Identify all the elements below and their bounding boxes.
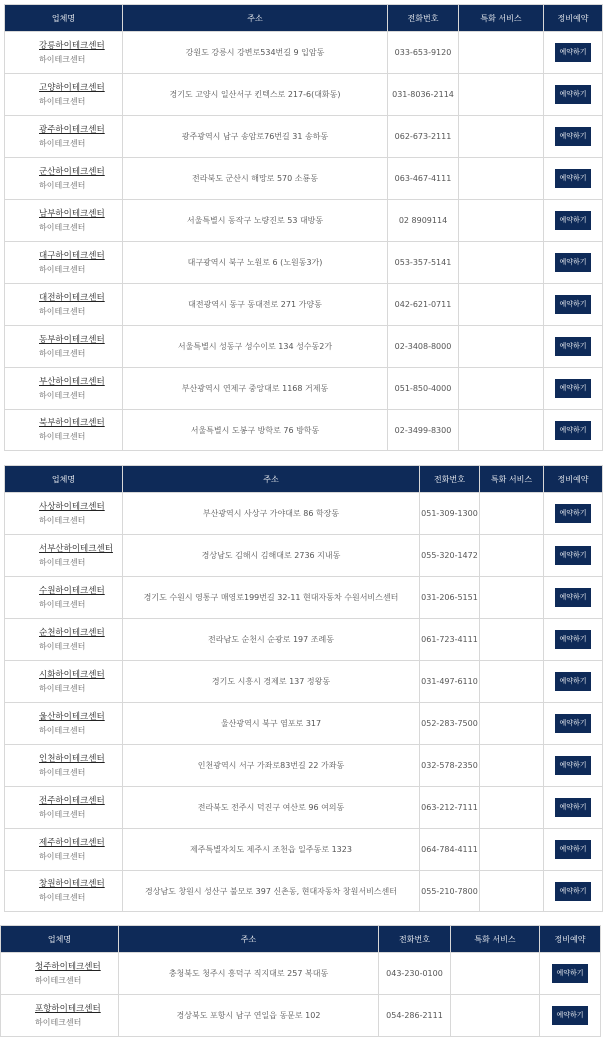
address-cell: 전라남도 순천시 순광로 197 조례동 xyxy=(123,619,420,661)
service-center-table-3 xyxy=(0,925,601,1037)
name-cell xyxy=(5,410,123,451)
reserve-button[interactable]: 예약하기 xyxy=(555,882,591,901)
center-name-link[interactable]: 대구하이테크센터 xyxy=(39,250,105,261)
name-cell xyxy=(5,32,123,74)
name-cell xyxy=(5,326,123,368)
header-reserve: 정비예약 xyxy=(544,466,603,493)
center-type: 하이테크센터 xyxy=(39,893,86,902)
address-cell: 울산광역시 북구 염포로 317 xyxy=(123,703,420,745)
phone-cell: 02-3408-8000 xyxy=(388,326,459,368)
reserve-button[interactable]: 예약하기 xyxy=(555,756,591,775)
center-name-link[interactable]: 순천하이테크센터 xyxy=(39,627,105,638)
table-row xyxy=(5,661,603,703)
address-cell: 전라북도 군산시 해망로 570 소룡동 xyxy=(123,158,388,200)
center-name-link[interactable]: 인천하이테크센터 xyxy=(39,753,105,764)
center-name-link[interactable]: 청주하이테크센터 xyxy=(35,961,101,972)
table-row xyxy=(5,577,603,619)
center-type: 하이테크센터 xyxy=(39,809,86,819)
center-name-link[interactable]: 남부하이테크센터 xyxy=(39,208,105,219)
table-row xyxy=(5,158,603,200)
reserve-cell xyxy=(544,326,603,368)
table-header-row xyxy=(1,926,601,953)
reserve-cell xyxy=(540,995,601,1037)
name-cell xyxy=(5,619,123,661)
reserve-cell xyxy=(544,493,603,535)
address-cell: 강원도 강릉시 강변로534번길 9 입암동 xyxy=(123,32,388,74)
header-service: 특화 서비스 xyxy=(459,5,544,32)
reserve-cell xyxy=(544,74,603,116)
center-name-link[interactable]: 사상하이테크센터 xyxy=(39,501,105,512)
center-type: 하이테크센터 xyxy=(39,767,86,777)
reserve-cell xyxy=(544,200,603,242)
name-cell xyxy=(5,871,123,912)
center-type: 하이테크센터 xyxy=(39,96,86,106)
reserve-button[interactable]: 예약하기 xyxy=(552,1006,588,1025)
name-cell xyxy=(5,242,123,284)
center-type: 하이테크센터 xyxy=(39,725,86,735)
service-cell xyxy=(480,745,544,787)
center-type: 하이테크센터 xyxy=(39,515,86,525)
address-cell: 서울특별시 동작구 노량진로 53 대방동 xyxy=(123,200,388,242)
center-name-link[interactable]: 창원하이테크센터 xyxy=(39,879,105,889)
center-type: 하이테크센터 xyxy=(35,1017,82,1027)
reserve-button[interactable]: 예약하기 xyxy=(555,127,591,146)
table-row xyxy=(5,619,603,661)
table-row xyxy=(5,703,603,745)
phone-cell: 054-286-2111 xyxy=(379,995,451,1037)
reserve-cell xyxy=(544,535,603,577)
reserve-button[interactable]: 예약하기 xyxy=(555,295,591,314)
center-type: 하이테크센터 xyxy=(39,264,86,274)
center-name-link[interactable]: 수원하이테크센터 xyxy=(39,585,105,596)
name-cell xyxy=(1,953,119,995)
phone-cell: 051-850-4000 xyxy=(388,368,459,410)
reserve-button[interactable]: 예약하기 xyxy=(552,964,588,983)
name-cell xyxy=(5,745,123,787)
reserve-cell xyxy=(544,577,603,619)
table-row xyxy=(5,326,603,368)
service-center-table-2 xyxy=(4,465,603,912)
header-service: 특화 서비스 xyxy=(451,926,540,953)
address-cell: 부산광역시 사상구 가야대로 86 학장동 xyxy=(123,493,420,535)
reserve-button[interactable]: 예약하기 xyxy=(555,714,591,733)
address-cell: 서울특별시 성동구 성수이로 134 성수동2가 xyxy=(123,326,388,368)
center-type: 하이테크센터 xyxy=(39,599,86,609)
center-name-link[interactable]: 군산하이테크센터 xyxy=(39,166,105,177)
reserve-cell xyxy=(544,368,603,410)
reserve-cell xyxy=(544,410,603,451)
phone-cell: 043-230-0100 xyxy=(379,953,451,995)
reserve-cell xyxy=(544,787,603,829)
reserve-cell xyxy=(544,242,603,284)
center-name-link[interactable]: 강릉하이테크센터 xyxy=(39,40,105,51)
center-type: 하이테크센터 xyxy=(39,54,86,64)
header-name: 업체명 xyxy=(5,466,123,493)
header-address: 주소 xyxy=(123,466,420,493)
service-cell xyxy=(480,787,544,829)
address-cell: 전라북도 전주시 덕진구 여산로 96 여의동 xyxy=(123,787,420,829)
name-cell xyxy=(5,787,123,829)
table-row xyxy=(5,410,603,451)
reserve-button[interactable]: 예약하기 xyxy=(555,253,591,272)
reserve-button[interactable]: 예약하기 xyxy=(555,211,591,230)
reserve-button[interactable]: 예약하기 xyxy=(555,504,591,523)
phone-cell: 042-621-0711 xyxy=(388,284,459,326)
service-cell xyxy=(480,577,544,619)
header-phone: 전화번호 xyxy=(420,466,480,493)
service-cell xyxy=(459,410,544,451)
center-type: 하이테크센터 xyxy=(39,180,86,190)
service-cell xyxy=(451,953,540,995)
address-cell: 경상남도 창원시 성산구 불모로 397 신촌동, 현대자동차 창원서비스센터 xyxy=(123,871,420,912)
service-cell xyxy=(480,493,544,535)
service-cell xyxy=(480,829,544,871)
reserve-cell xyxy=(544,158,603,200)
name-cell xyxy=(5,74,123,116)
phone-cell: 032-578-2350 xyxy=(420,745,480,787)
service-cell xyxy=(459,368,544,410)
header-name: 업체명 xyxy=(5,5,123,32)
header-reserve: 정비예약 xyxy=(540,926,601,953)
reserve-button[interactable]: 예약하기 xyxy=(555,588,591,607)
phone-cell: 051-309-1300 xyxy=(420,493,480,535)
service-cell xyxy=(480,871,544,912)
reserve-cell xyxy=(544,703,603,745)
reserve-button[interactable]: 예약하기 xyxy=(555,546,591,565)
phone-cell: 063-212-7111 xyxy=(420,787,480,829)
center-type: 하이테크센터 xyxy=(39,390,86,400)
reserve-cell xyxy=(544,871,603,912)
center-name-link[interactable]: 부산하이테크센터 xyxy=(39,376,105,387)
phone-cell: 02-3499-8300 xyxy=(388,410,459,451)
reserve-cell xyxy=(544,661,603,703)
table-header-row xyxy=(5,5,603,32)
reserve-button[interactable]: 예약하기 xyxy=(555,672,591,691)
phone-cell: 052-283-7500 xyxy=(420,703,480,745)
center-name-link[interactable]: 동부하이테크센터 xyxy=(39,334,105,345)
reserve-button[interactable]: 예약하기 xyxy=(555,630,591,649)
header-name: 업체명 xyxy=(1,926,119,953)
table-row xyxy=(5,871,603,912)
table-row xyxy=(5,284,603,326)
center-name-link[interactable]: 울산하이테크센터 xyxy=(39,711,105,722)
service-cell xyxy=(459,200,544,242)
service-cell xyxy=(480,661,544,703)
center-type: 하이테크센터 xyxy=(39,851,86,861)
center-type: 하이테크센터 xyxy=(39,683,86,693)
reserve-cell xyxy=(544,745,603,787)
table-header-row xyxy=(5,466,603,493)
center-type: 하이테크센터 xyxy=(39,222,86,232)
center-name-link[interactable]: 대전하이테크센터 xyxy=(39,292,105,303)
reserve-cell xyxy=(544,32,603,74)
phone-cell: 061-723-4111 xyxy=(420,619,480,661)
table-row xyxy=(5,32,603,74)
header-service: 특화 서비스 xyxy=(480,466,544,493)
reserve-cell xyxy=(544,116,603,158)
header-reserve: 정비예약 xyxy=(544,5,603,32)
reserve-button[interactable]: 예약하기 xyxy=(555,840,591,859)
name-cell xyxy=(5,829,123,871)
phone-cell: 063-467-4111 xyxy=(388,158,459,200)
center-type: 하이테크센터 xyxy=(39,348,86,358)
address-cell: 대구광역시 북구 노원로 6 (노원동3가) xyxy=(123,242,388,284)
service-cell xyxy=(459,32,544,74)
center-name-link[interactable]: 전주하이테크센터 xyxy=(39,795,105,806)
center-name-link[interactable]: 고양하이테크센터 xyxy=(39,82,105,93)
table-row xyxy=(5,368,603,410)
table-row xyxy=(5,200,603,242)
center-type: 하이테크센터 xyxy=(35,975,82,985)
table-row xyxy=(5,787,603,829)
service-cell xyxy=(480,619,544,661)
name-cell xyxy=(5,535,123,577)
phone-cell: 062-673-2111 xyxy=(388,116,459,158)
service-cell xyxy=(480,535,544,577)
address-cell: 경기도 시흥시 경제로 137 정왕동 xyxy=(123,661,420,703)
name-cell xyxy=(5,284,123,326)
header-address: 주소 xyxy=(119,926,379,953)
address-cell: 서울특별시 도봉구 방학로 76 방학동 xyxy=(123,410,388,451)
reserve-button[interactable]: 예약하기 xyxy=(555,421,591,440)
center-name-link[interactable]: 시화하이테크센터 xyxy=(39,669,105,680)
table-row xyxy=(5,829,603,871)
table-row xyxy=(1,995,601,1037)
service-center-table-1 xyxy=(4,4,603,451)
address-cell: 제주특별자치도 제주시 조천읍 일주동로 1323 xyxy=(123,829,420,871)
center-name-link[interactable]: 서부산하이테크센터 xyxy=(39,543,113,554)
phone-cell: 031-8036-2114 xyxy=(388,74,459,116)
name-cell xyxy=(5,703,123,745)
table-row xyxy=(5,745,603,787)
reserve-button[interactable]: 예약하기 xyxy=(555,85,591,104)
header-phone: 전화번호 xyxy=(388,5,459,32)
service-cell xyxy=(459,326,544,368)
service-cell xyxy=(459,284,544,326)
address-cell: 인천광역시 서구 가좌로83번길 22 가좌동 xyxy=(123,745,420,787)
phone-cell: 064-784-4111 xyxy=(420,829,480,871)
name-cell xyxy=(5,493,123,535)
reserve-button[interactable]: 예약하기 xyxy=(555,169,591,188)
reserve-cell xyxy=(544,829,603,871)
header-phone: 전화번호 xyxy=(379,926,451,953)
reserve-button[interactable]: 예약하기 xyxy=(555,337,591,356)
table-row xyxy=(1,953,601,995)
service-cell xyxy=(459,242,544,284)
service-cell xyxy=(459,116,544,158)
name-cell xyxy=(5,577,123,619)
reserve-button[interactable]: 예약하기 xyxy=(555,43,591,62)
center-type: 하이테크센터 xyxy=(39,557,86,567)
center-type: 하이테크센터 xyxy=(39,641,86,651)
reserve-cell xyxy=(544,284,603,326)
address-cell: 경기도 수원시 영통구 매영로199번길 32-11 현대자동차 수원서비스센터 xyxy=(123,577,420,619)
phone-cell: 031-206-5151 xyxy=(420,577,480,619)
service-cell xyxy=(480,703,544,745)
table-row xyxy=(5,116,603,158)
table-row xyxy=(5,242,603,284)
center-name-link[interactable]: 북부하이테크센터 xyxy=(39,418,105,428)
phone-cell: 033-653-9120 xyxy=(388,32,459,74)
address-cell: 부산광역시 연제구 중앙대로 1168 거제동 xyxy=(123,368,388,410)
center-type: 하이테크센터 xyxy=(39,138,86,148)
address-cell: 충청북도 청주시 흥덕구 직지대로 257 복대동 xyxy=(119,953,379,995)
phone-cell: 053-357-5141 xyxy=(388,242,459,284)
reserve-cell xyxy=(540,953,601,995)
header-address: 주소 xyxy=(123,5,388,32)
center-type: 하이테크센터 xyxy=(39,306,86,316)
address-cell: 경상북도 포항시 남구 연일읍 동문로 102 xyxy=(119,995,379,1037)
phone-cell: 031-497-6110 xyxy=(420,661,480,703)
phone-cell: 02 8909114 xyxy=(388,200,459,242)
address-cell: 광주광역시 남구 송암로76번길 31 송하동 xyxy=(123,116,388,158)
service-cell xyxy=(459,158,544,200)
name-cell xyxy=(5,368,123,410)
phone-cell: 055-320-1472 xyxy=(420,535,480,577)
name-cell xyxy=(5,200,123,242)
name-cell xyxy=(1,995,119,1037)
name-cell xyxy=(5,661,123,703)
name-cell xyxy=(5,116,123,158)
table-row xyxy=(5,493,603,535)
center-type: 하이테크센터 xyxy=(39,432,86,441)
name-cell xyxy=(5,158,123,200)
reserve-cell xyxy=(544,619,603,661)
reserve-button[interactable]: 예약하기 xyxy=(555,379,591,398)
reserve-button[interactable]: 예약하기 xyxy=(555,798,591,817)
service-cell xyxy=(451,995,540,1037)
address-cell: 경기도 고양시 일산서구 킨텍스로 217-6(대화동) xyxy=(123,74,388,116)
center-name-link[interactable]: 광주하이테크센터 xyxy=(39,124,105,135)
address-cell: 경상남도 김해시 김해대로 2736 지내동 xyxy=(123,535,420,577)
table-row xyxy=(5,74,603,116)
service-cell xyxy=(459,74,544,116)
phone-cell: 055-210-7800 xyxy=(420,871,480,912)
center-name-link[interactable]: 제주하이테크센터 xyxy=(39,837,105,848)
address-cell: 대전광역시 동구 동대전로 271 가양동 xyxy=(123,284,388,326)
table-row xyxy=(5,535,603,577)
center-name-link[interactable]: 포항하이테크센터 xyxy=(35,1003,101,1014)
